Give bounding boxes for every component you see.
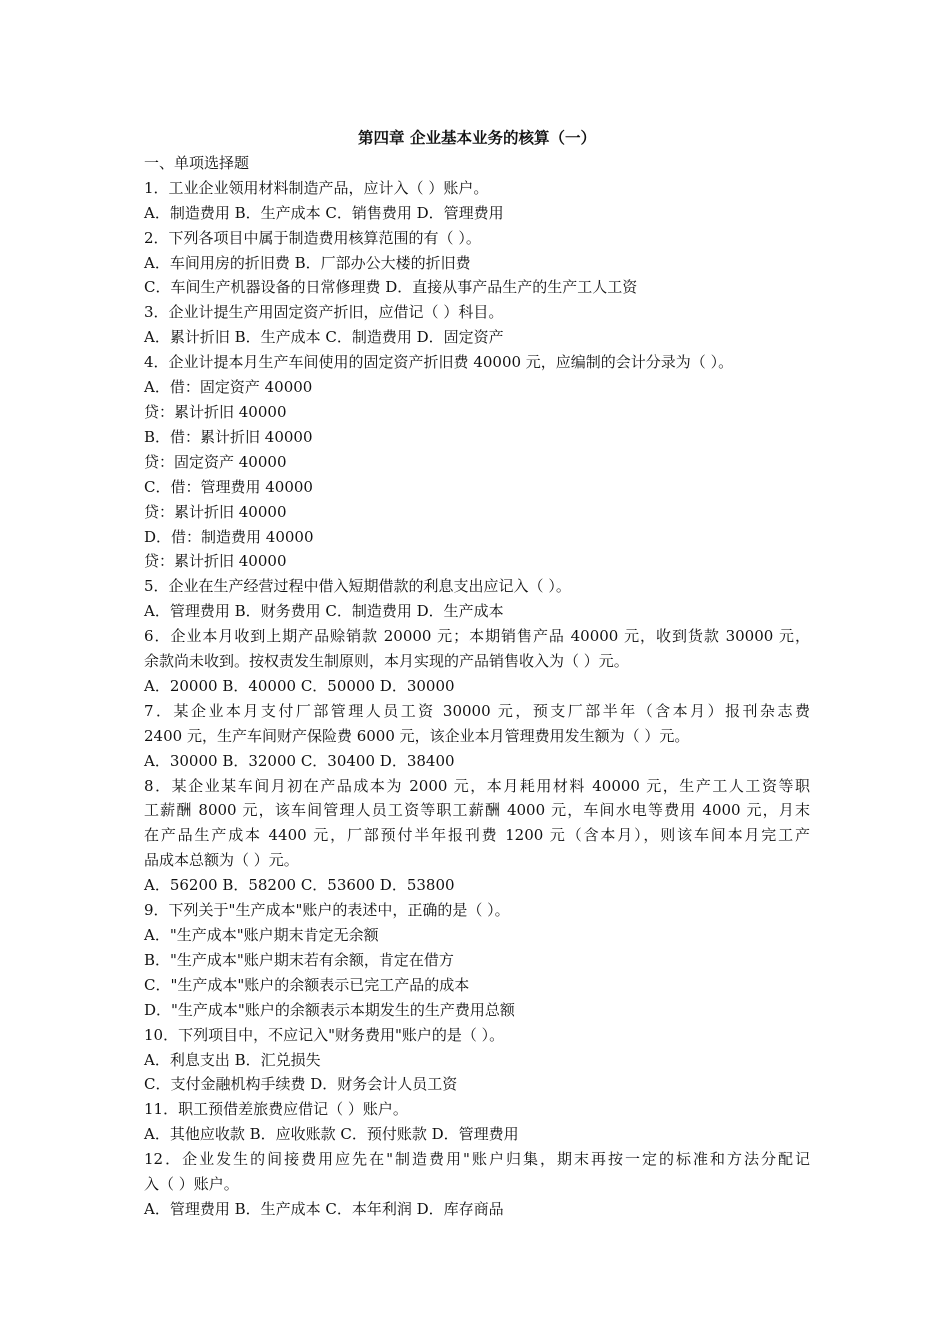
text-line: 2400 元，生产车间财产保险费 6000 元，该企业本月管理费用发生额为（ ）元。 (144, 726, 690, 745)
text-line: 贷：累计折旧 40000 (144, 402, 287, 421)
section-heading: 一、单项选择题 (144, 153, 250, 172)
text-line: 工薪酬 8000 元，该车间管理人员工资等职工薪酬 4000 元，车间水电等费用 4000 元，月末 (144, 801, 810, 820)
text-line: A．其他应收款 B．应收账款 C．预付账款 D．管理费用 (144, 1125, 519, 1144)
text-line: C．车间生产机器设备的日常修理费 D．直接从事产品生产的生产工人工资 (144, 278, 638, 297)
text-line: 12．企业发生的间接费用应先在"制造费用"账户归集，期末再按一定的标准和方法分配记 (144, 1150, 810, 1169)
text-line: C．"生产成本"账户的余额表示已完工产品的成本 (144, 975, 470, 994)
text-line: D．"生产成本"账户的余额表示本期发生的生产费用总额 (144, 1000, 515, 1019)
text-line: 11．职工预借差旅费应借记（ ）账户。 (144, 1100, 408, 1119)
text-line: A．"生产成本"账户期末肯定无余额 (144, 926, 379, 944)
text-line: C．借：管理费用 40000 (144, 477, 313, 496)
text-line: D．借：制造费用 40000 (144, 527, 314, 546)
question-list (144, 176, 810, 1222)
text-line: 6．企业本月收到上期产品赊销款 20000 元；本期销售产品 40000 元，收到货款 30000 元， (144, 627, 810, 646)
text-line: 贷：固定资产 40000 (144, 452, 287, 471)
text-line: 在产品生产成本 4400 元，厂部预付半年报刊费 1200 元（含本月），则该车间本月完工产 (144, 826, 810, 845)
text-line: A．利息支出 B．汇兑损失 (144, 1050, 321, 1069)
text-line: 品成本总额为（ ）元。 (144, 851, 299, 870)
text-line: 余款尚未收到。按权责发生制原则，本月实现的产品销售收入为（ ）元。 (144, 652, 629, 671)
document-content (144, 126, 810, 1222)
text-line: B．借：累计折旧 40000 (144, 427, 313, 446)
text-line: 4．企业计提本月生产车间使用的固定资产折旧费 40000 元，应编制的会计分录为（ ）。 (144, 353, 734, 372)
text-line: 7．某企业本月支付厂部管理人员工资 30000 元，预支厂部半年（含本月）报刊杂志费 (144, 701, 810, 720)
text-line: A．管理费用 B．财务费用 C．制造费用 D．生产成本 (144, 602, 504, 621)
text-line: 1．工业企业领用材料制造产品，应计入（ ）账户。 (144, 178, 489, 197)
text-line: 2．下列各项目中属于制造费用核算范围的有（ ）。 (144, 228, 481, 247)
text-line: A．制造费用 B．生产成本 C．销售费用 D．管理费用 (144, 203, 504, 222)
chapter-title: 第四章 企业基本业务的核算（一） (358, 128, 596, 147)
text-line: A．30000 B．32000 C．30400 D．38400 (144, 751, 455, 770)
text-line: 3．企业计提生产用固定资产折旧，应借记（ ）科目。 (144, 303, 504, 322)
text-line: 9．下列关于"生产成本"账户的表述中，正确的是（ ）。 (144, 901, 510, 920)
text-line: C．支付金融机构手续费 D．财务会计人员工资 (144, 1075, 458, 1094)
text-line: 贷：累计折旧 40000 (144, 552, 287, 571)
text-line: 10．下列项目中，不应记入"财务费用"账户的是（ ）。 (144, 1025, 505, 1044)
text-line: A．20000 B．40000 C．50000 D．30000 (144, 676, 455, 695)
text-line: 5．企业在生产经营过程中借入短期借款的利息支出应记入（ ）。 (144, 577, 571, 596)
text-line: 入（ ）账户。 (144, 1175, 239, 1194)
text-line: A．管理费用 B．生产成本 C．本年利润 D．库存商品 (144, 1199, 504, 1218)
text-line: 贷：累计折旧 40000 (144, 502, 287, 521)
text-line: A．借：固定资产 40000 (144, 378, 313, 397)
text-line: 8．某企业某车间月初在产品成本为 2000 元，本月耗用材料 40000 元，生产工人工资等职 (144, 776, 810, 795)
text-line: A．累计折旧 B．生产成本 C．制造费用 D．固定资产 (144, 328, 504, 347)
text-line: A．56200 B．58200 C．53600 D．53800 (144, 876, 455, 895)
text-line: A．车间用房的折旧费 B．厂部办公大楼的折旧费 (144, 253, 471, 272)
text-line: B．"生产成本"账户期末若有余额，肯定在借方 (144, 950, 454, 969)
